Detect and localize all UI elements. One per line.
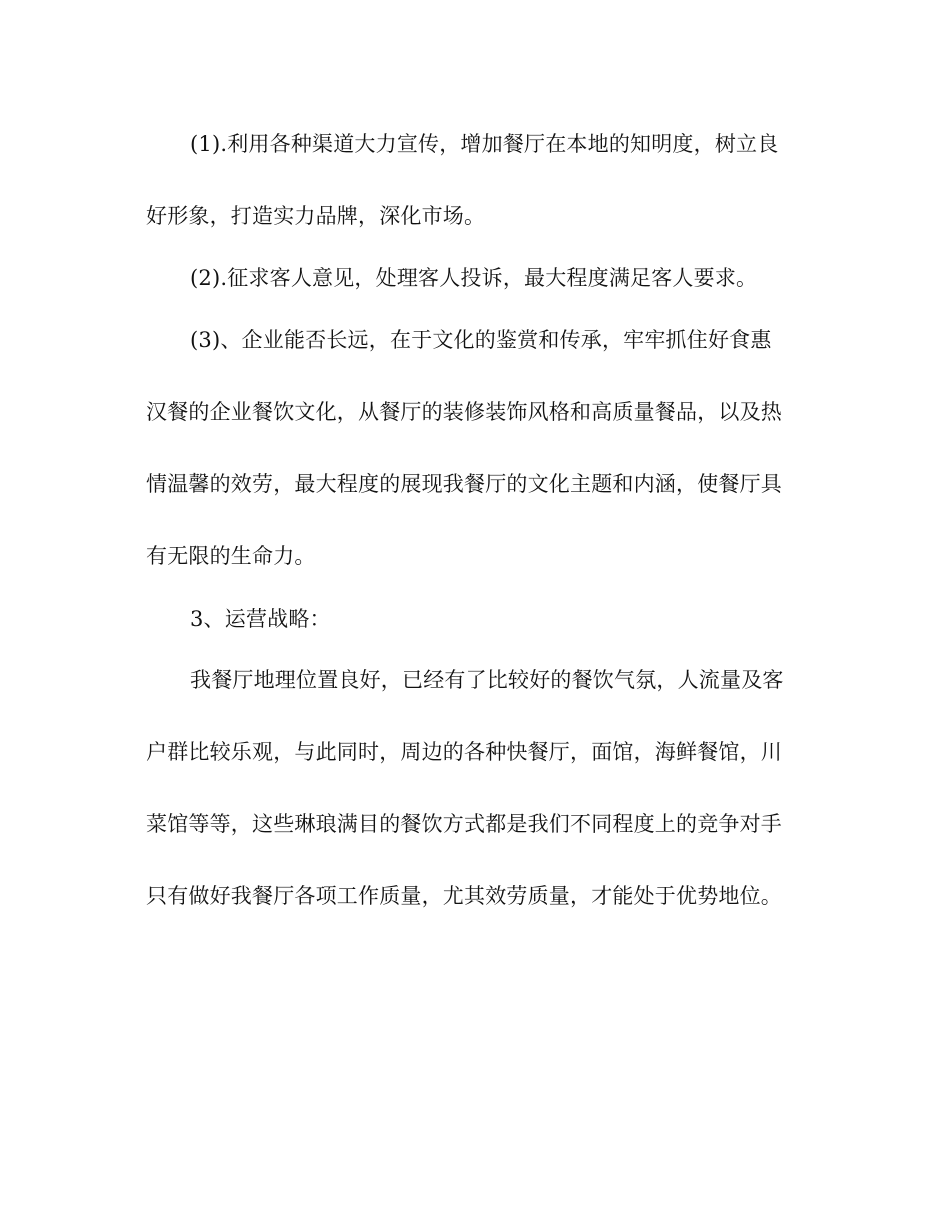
paragraph-1-line-2: 好形象，打造实力品牌，深化市场。 bbox=[146, 204, 486, 228]
paragraph-4-line-1: 我餐厅地理位置良好，已经有了比较好的餐饮气氛，人流量及客 bbox=[190, 668, 784, 692]
paragraph-1-line-1: (1).利用各种渠道大力宣传，增加餐厅在本地的知明度，树立良 bbox=[190, 132, 779, 156]
paragraph-3-line-1: (3)、企业能否长远，在于文化的鉴赏和传承，牢牢抓住好食惠 bbox=[190, 328, 772, 352]
paragraph-4-line-2: 户群比较乐观，与此同时，周边的各种快餐厅，面馆，海鲜餐馆，川 bbox=[146, 740, 782, 764]
paragraph-4-line-4: 只有做好我餐厅各项工作质量，尤其效劳质量，才能处于优势地位。 bbox=[146, 884, 782, 908]
paragraph-4-line-3: 菜馆等等，这些琳琅满目的餐饮方式都是我们不同程度上的竞争对手 bbox=[146, 812, 782, 836]
paragraph-3-line-4: 有无限的生命力。 bbox=[146, 544, 316, 568]
paragraph-3-line-2: 汉餐的企业餐饮文化，从餐厅的装修装饰风格和高质量餐品，以及热 bbox=[146, 400, 782, 424]
paragraph-3-line-3: 情温馨的效劳，最大程度的展现我餐厅的文化主题和内涵，使餐厅具 bbox=[146, 472, 782, 496]
paragraph-2-line-1: (2).征求客人意见，处理客人投诉，最大程度满足客人要求。 bbox=[190, 266, 758, 290]
section-heading: 3、运营战略： bbox=[190, 607, 331, 631]
